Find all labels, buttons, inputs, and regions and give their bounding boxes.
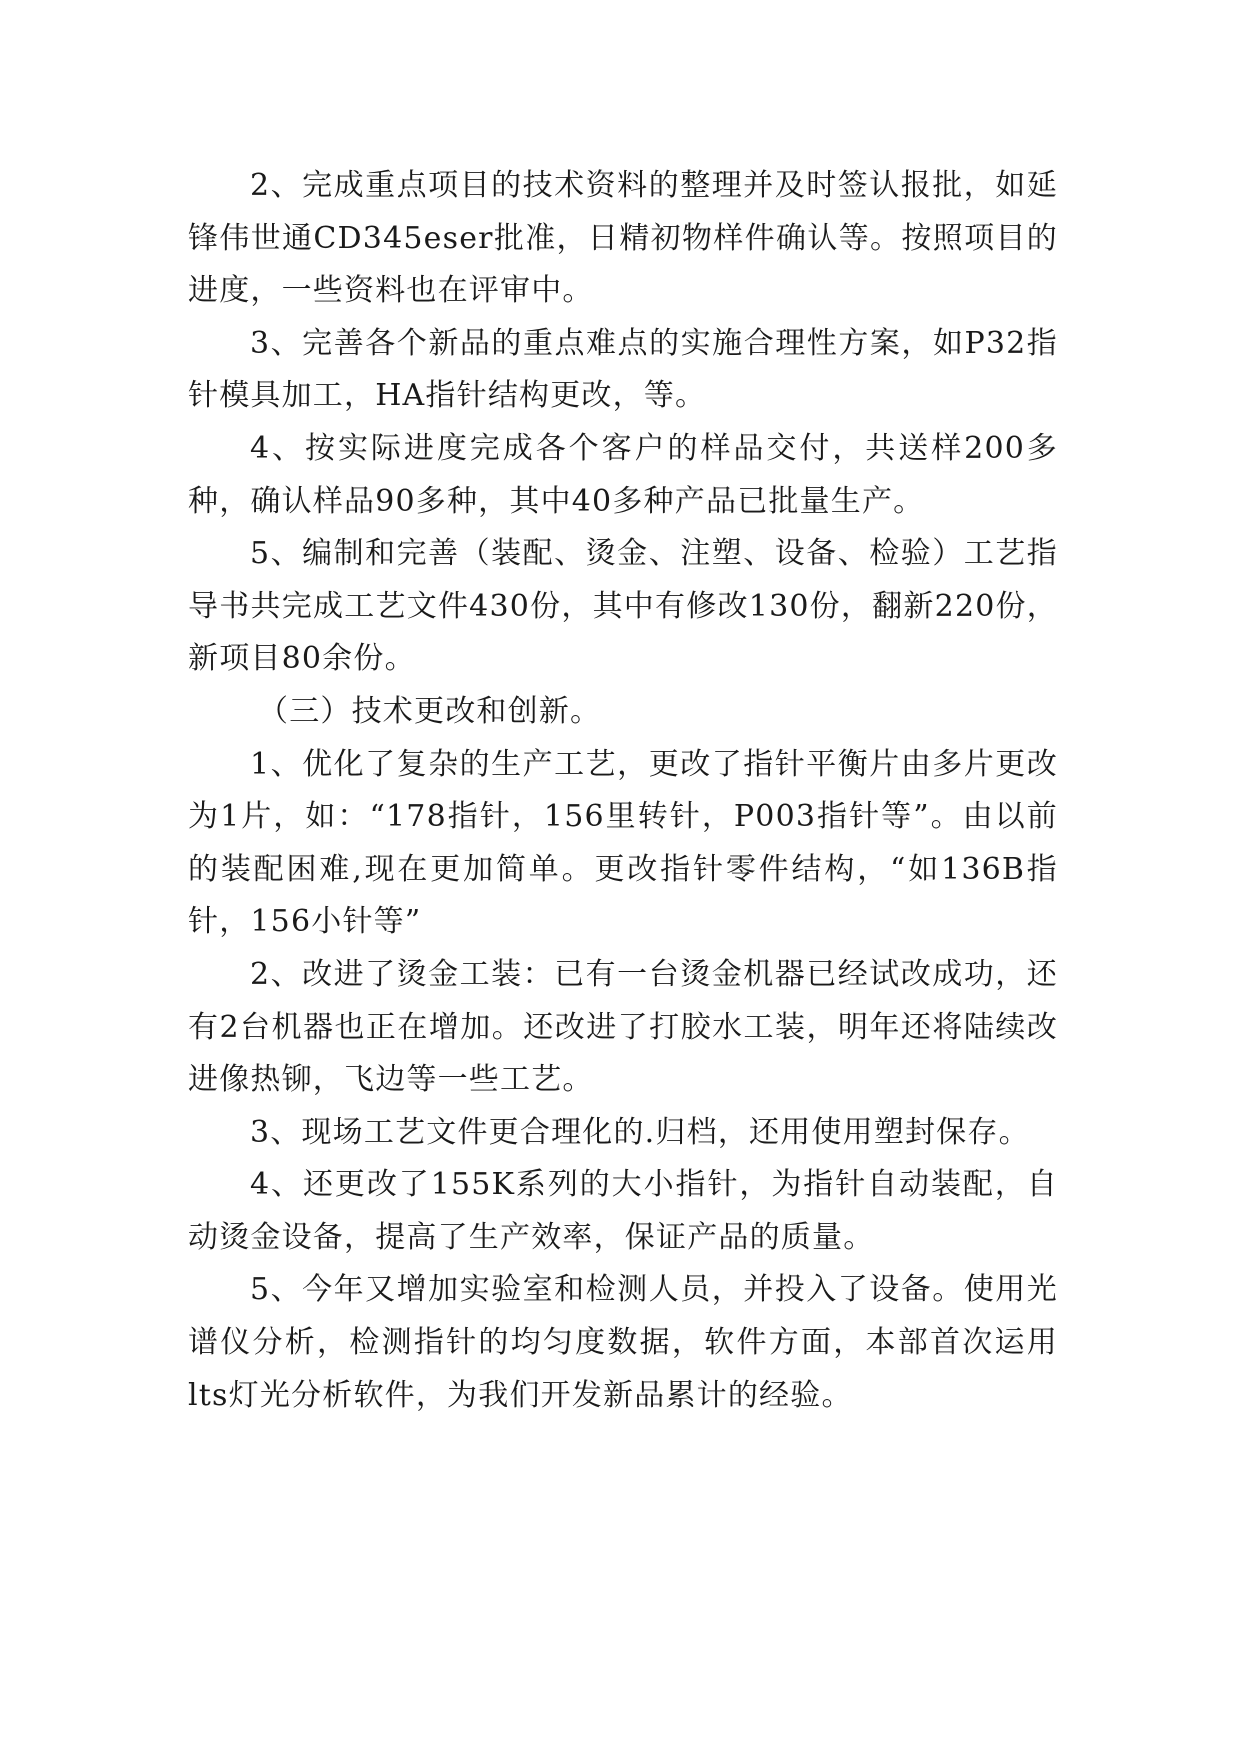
- paragraph-item-2: 2、完成重点项目的技术资料的整理并及时签认报批，如延锋伟世通CD345eser批准，日精初物样件确认等。按照项目的进度，一些资料也在评审中。: [188, 168, 1058, 309]
- paragraph-innovation-1: 1、优化了复杂的生产工艺，更改了指针平衡片由多片更改为1片，如：“178指针，156里转针，P003指针等”。由以前的装配困难,现在更加简单。更改指针零件结构，“如136B指针，156小针等”: [188, 746, 1058, 940]
- document-body: [188, 160, 1058, 1422]
- paragraph-innovation-2: 2、改进了烫金工装：已有一台烫金机器已经试改成功，还有2台机器也正在增加。还改进了打胶水工装，明年还将陆续改进像热铆，飞边等一些工艺。: [188, 956, 1058, 1098]
- paragraph-item-4: 4、按实际进度完成各个客户的样品交付，共送样200多种，确认样品90多种，其中40多种产品已批量生产。: [188, 430, 1058, 519]
- paragraph-item-3: 3、完善各个新品的重点难点的实施合理性方案，如P32指针模具加工，HA指针结构更改，等。: [188, 325, 1058, 414]
- section-heading: （三）技术更改和创新。: [258, 693, 602, 729]
- paragraph-innovation-5: 5、今年又增加实验室和检测人员，并投入了设备。使用光谱仪分析，检测指针的均匀度数据，软件方面，本部首次运用lts灯光分析软件，为我们开发新品累计的经验。: [188, 1272, 1058, 1413]
- paragraph-innovation-4: 4、还更改了155K系列的大小指针，为指针自动装配，自动烫金设备，提高了生产效率，保证产品的质量。: [188, 1167, 1058, 1255]
- paragraph-item-5: 5、编制和完善（装配、烫金、注塑、设备、检验）工艺指导书共完成工艺文件430份，其中有修改130份，翻新220份，新项目80余份。: [188, 536, 1058, 677]
- paragraph-innovation-3: 3、现场工艺文件更合理化的.归档，还用使用塑封保存。: [250, 1114, 1030, 1150]
